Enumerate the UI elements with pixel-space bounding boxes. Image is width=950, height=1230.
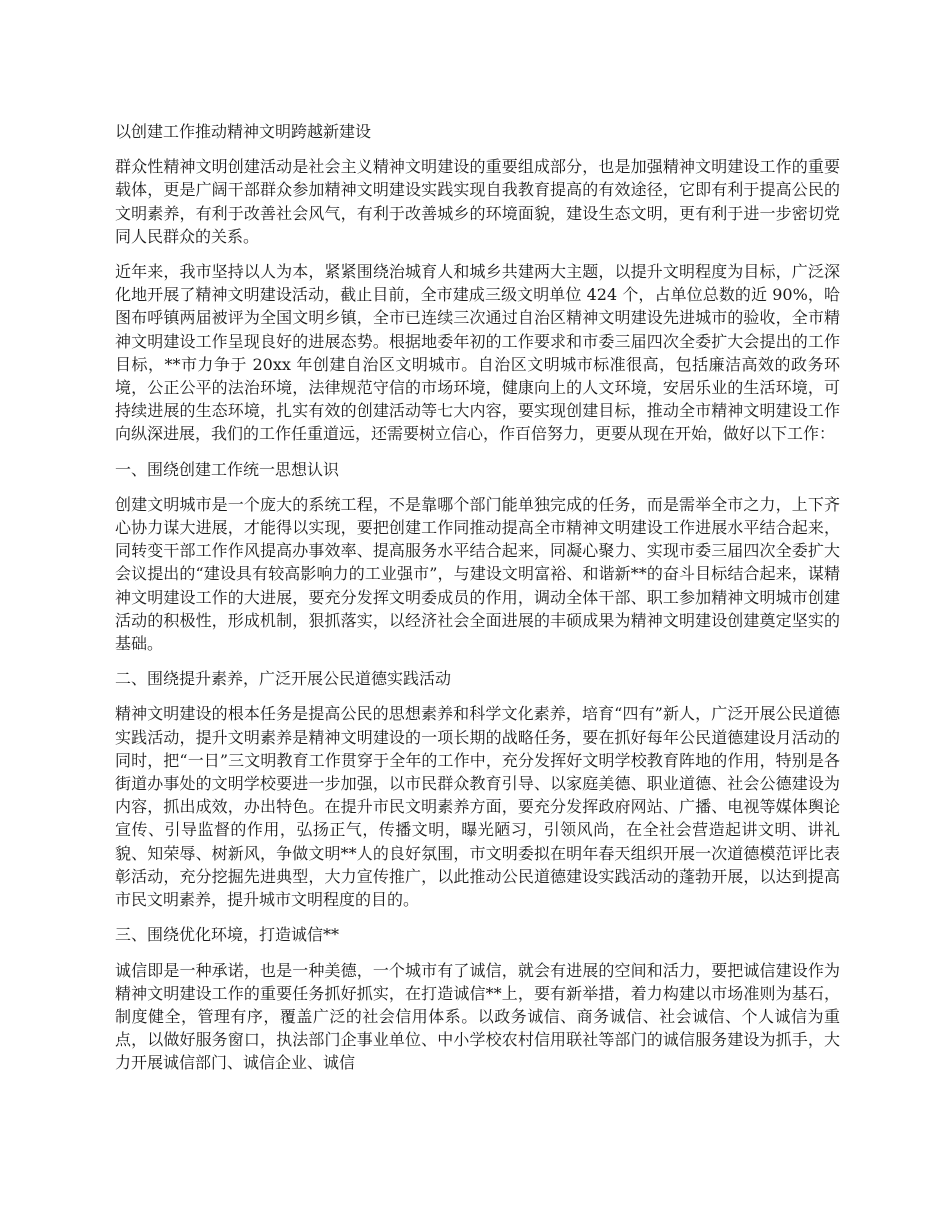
section-3-paragraph: 诚信即是一种承诺，也是一种美德，一个城市有了诚信，就会有进展的空间和活力，要把诚信建设作为精神文明建设工作的重要任务抓好抓实，在打造诚信**上，要有新举措，着力构建以市场准则为基石，制度健全，管理有序，覆盖广泛的社会信用体系。以政务诚信、商务诚信、社会诚信、个人诚信为重点，以做好服务窗口，执法部门企事业单位、中小学校农村信用联社等部门的诚信服务建设为抓手，大力开展诚信部门、诚信企业、诚信 xyxy=(115,960,840,1073)
intro-paragraph: 群众性精神文明创建活动是社会主义精神文明建设的重要组成部分，也是加强精神文明建设工作的重要载体，更是广阔干部群众参加精神文明建设实践实现自我教育提高的有效途径，它即有利于提高公民的文明素养，有利于改善社会风气，有利于改善城乡的环境面貌，建设生态文明，更有利于进一步密切党同人民群众的关系。 xyxy=(115,157,840,246)
section-1-paragraph: 创建文明城市是一个庞大的系统工程，不是靠哪个部门能单独完成的任务，而是需举全市之力，上下齐心协力谋大进展，才能得以实现，要把创建工作同推动提高全市精神文明建设工作进展水平结合起来，同转变干部工作作风提高办事效率、提高服务水平结合起来，同凝心聚力、实现市委三届四次全委扩大会议提出的“建设具有较高影响力的工业强市”，与建设文明富裕、和谐新**的奋斗目标结合起来，谋精神文明建设工作的大进展，要充分发挥文明委成员的作用，调动全体干部、职工参加精神文明城市创建活动的积极性，形成机制，狠抓落实，以经济社会全面进展的丰硕成果为精神文明建设创建奠定坚实的基础。 xyxy=(115,494,840,654)
document-title: 以创建工作推动精神文明跨越新建设 xyxy=(115,122,372,141)
section-2-paragraph: 精神文明建设的根本任务是提高公民的思想素养和科学文化素养，培育“四有”新人，广泛开展公民道德实践活动，提升文明素养是精神文明建设的一项长期的战略任务，要在抓好每年公民道德建设月活动的同时，把“一日”三文明教育工作贯穿于全年的工作中，充分发挥好文明学校教育阵地的作用，特别是各街道办事处的文明学校要进一步加强，以市民群众教育引导、以家庭美德、职业道德、社会公德建设为内容，抓出成效，办出特色。在提升市民文明素养方面，要充分发挥政府网站、广播、电视等媒体舆论宣传、引导监督的作用，弘扬正气，传播文明，曝光陋习，引领风尚，在全社会营造起讲文明、讲礼貌、知荣辱、树新风，争做文明**人的良好氛围，市文明委拟在明年春天组织开展一次道德模范评比表彰活动，充分挖掘先进典型，大力宣传推广，以此推动公民道德建设实践活动的蓬勃开展，以达到提高市民文明素养，提升城市文明程度的目的。 xyxy=(115,704,840,910)
recent-years-paragraph: 近年来，我市坚持以人为本，紧紧围绕治城育人和城乡共建两大主题，以提升文明程度为目标，广泛深化地开展了精神文明建设活动，截止目前，全市建成三级文明单位 424 个，占单位总数的近 90%，哈图布呼镇两届被评为全国文明乡镇，全市已连续三次通过自治区精神文明建设先进城市的验收，全市精神文明建设工作呈现良好的进展态势。根据地委年初的工作要求和市委三届四次全委扩大会提出的工作目标，**市力争于 20xx 年创建自治区文明城市。自治区文明城市标准很高，包括廉洁高效的政务环境，公正公平的法治环境，法律规范守信的市场环境，健康向上的人文环境，安居乐业的生活环境，可持续进展的生态环境，扎实有效的创建活动等七大内容，要实现创建目标，推动全市精神文明建设工作向纵深进展，我们的工作任重道远，还需要树立信心，作百倍努力，更要从现在开始，做好以下工作： xyxy=(115,262,840,444)
section-heading-2: 二、围绕提升素养，广泛开展公民道德实践活动 xyxy=(115,669,452,689)
document-page xyxy=(115,120,840,1087)
section-heading-3: 三、围绕优化环境，打造诚信** xyxy=(115,925,340,945)
section-heading-1: 一、围绕创建工作统一思想认识 xyxy=(115,459,340,479)
